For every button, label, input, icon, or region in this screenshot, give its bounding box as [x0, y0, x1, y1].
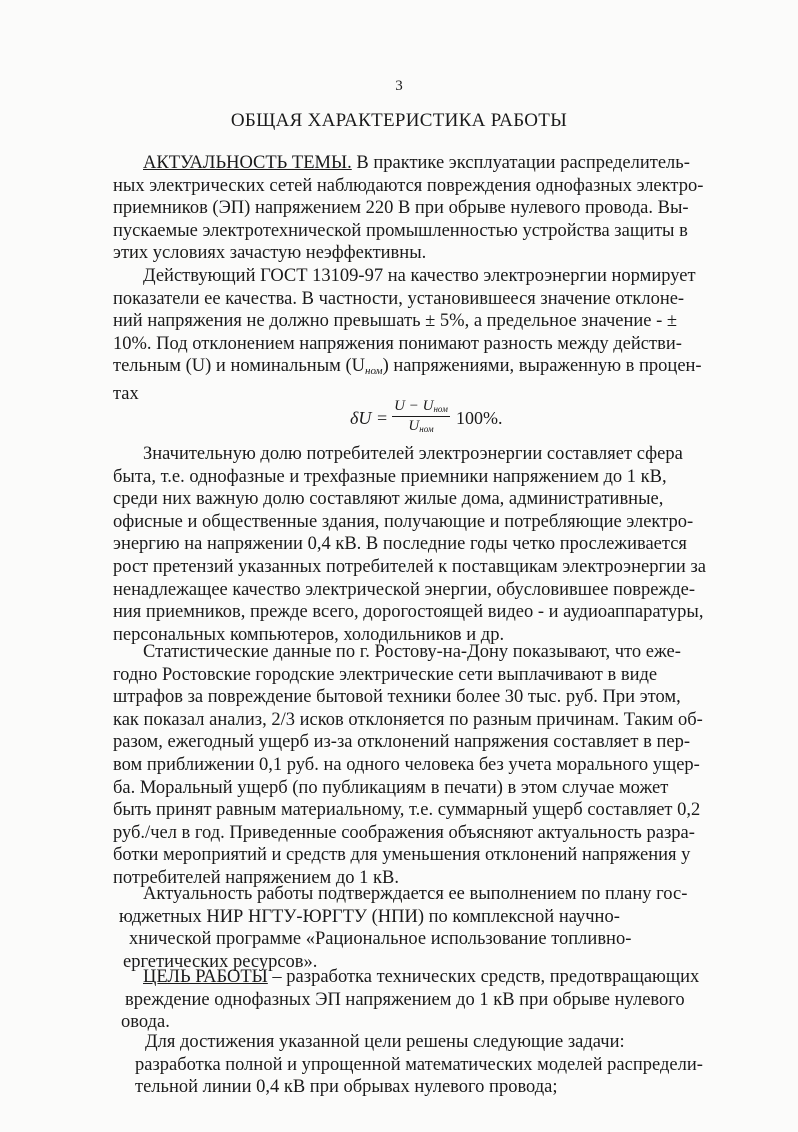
relevance-first-line [113, 152, 713, 175]
text-line: персональных компьютеров, холодильников и др. [113, 624, 505, 645]
text-line: рост претензий указанных потребителей к поставщикам электроэнергии за [113, 556, 706, 577]
text-line [113, 355, 713, 383]
text-line: Для достижения указанной цели решены следующие задачи: [145, 1032, 625, 1052]
text-line: Актуальность работы подтверждается ее выполнением по плану гос- [143, 884, 688, 904]
formula-den-main: U [408, 418, 420, 434]
text-line: вом приближении 0,1 руб. на одного человека без учета морального ущер- [113, 754, 700, 775]
gost-paragraph [113, 265, 713, 406]
goal-first-line [113, 966, 713, 989]
text-line: ных электрических сетей наблюдаются повреждения однофазных электро- [113, 175, 704, 196]
text-line: быта, т.е. однофазные и трехфазные приемники напряжением до 1 кВ, [113, 466, 667, 487]
text-line: офисные и общественные здания, получающие и потребляющие электро- [113, 511, 694, 532]
text-line: юджетных НИР НГТУ-ЮРГТУ (НПИ) по комплексной научно- [119, 906, 620, 927]
text-line: разом, ежегодный ущерб из-за отклонений напряжения составляет в пер- [113, 732, 690, 753]
relevance-paragraph [113, 152, 713, 265]
text-line: ний напряжения не должно превышать ± 5%, а предельное значение - ± [113, 311, 678, 332]
text-line: овода. [121, 1012, 170, 1033]
goal-heading: ЦЕЛЬ РАБОТЫ [143, 967, 268, 987]
relevance-heading: АКТУАЛЬНОСТЬ ТЕМЫ. [143, 153, 352, 173]
text-line: ба. Моральный ущерб (по публикациям в печати) в этом случае может [113, 777, 669, 798]
text-line: показатели ее качества. В частности, установившееся значение отклоне- [113, 288, 685, 309]
voltage-deviation-formula [350, 398, 550, 446]
formula-denominator [392, 417, 450, 435]
consumers-paragraph [113, 443, 713, 646]
text-fragment: тельным (U) и номинальным (U [113, 356, 365, 377]
text-line: тельной линии 0,4 кВ при обрывах нулевого провода; [135, 1077, 558, 1098]
text-line: энергию на напряжении 0,4 кВ. В последние годы четко прослеживается [113, 534, 687, 555]
text-line: вреждение однофазных ЭП напряжением до 1 кВ при обрыве нулевого [125, 989, 685, 1010]
formula-numerator [392, 398, 450, 417]
text-line: ния приемников, прежде всего, дорогостоящей видео - и аудиоаппаратуры, [113, 602, 704, 623]
text-line: Статистические данные по г. Ростову-на-Дону показывают, что еже- [143, 642, 681, 662]
formula-den-sub: ном [419, 424, 434, 434]
formula-lhs: δU = [350, 408, 389, 428]
formula-rhs: 100%. [456, 408, 503, 428]
text-line: потребителей напряжением до 1 кВ. [113, 867, 399, 888]
confirmation-paragraph [113, 883, 713, 973]
formula-num-sub: ном [433, 404, 448, 414]
tasks-paragraph [115, 1031, 715, 1099]
text-line: разработка полной и упрощенной математических моделей распредели- [135, 1054, 703, 1075]
relevance-line1-text: В практике эксплуатации распределитель- [351, 153, 690, 173]
text-line: быть принят равным материальному, т.е. суммарный ущерб составляет 0,2 [113, 800, 701, 821]
page-number: 3 [395, 78, 403, 94]
text-line: 10%. Под отклонением напряжения понимают разность между действи- [113, 333, 682, 354]
goal-line1-text: – разработка технических средств, предотвращающих [267, 967, 700, 987]
page-title: ОБЩАЯ ХАРАКТЕРИСТИКА РАБОТЫ [230, 110, 568, 131]
goal-paragraph [113, 966, 713, 1034]
statistics-paragraph [113, 641, 713, 890]
text-line: Действующий ГОСТ 13109-97 на качество электроэнергии нормирует [143, 266, 696, 286]
text-line: среди них важную долю составляют жилые дома, административные, [113, 489, 664, 510]
text-line: пускаемые электротехнической промышленностью устройства защиты в [113, 220, 688, 241]
text-line: как показал анализ, 2/3 исков отклоняется по разным причинам. Таким об- [113, 709, 703, 730]
subscript-nom: ном [365, 365, 383, 378]
formula-num-main: U − U [394, 398, 434, 414]
text-line: приемников (ЭП) напряжением 220 В при обрыве нулевого провода. Вы- [113, 198, 689, 219]
text-fragment: ) напряжениями, выраженную в процен- [382, 356, 702, 377]
text-line: ергетических ресурсов». [123, 951, 318, 972]
text-line: годно Ростовские городские электрические сети выплачивают в виде [113, 664, 658, 685]
text-line: штрафов за повреждение бытовой техники более 30 тыс. руб. При этом, [113, 687, 681, 708]
text-line: ботки мероприятий и средств для уменьшения отклонений напряжения у [113, 845, 691, 866]
text-line: тах [113, 383, 139, 404]
text-line: хнической программе «Рациональное использование топливно- [129, 929, 632, 950]
formula-fraction [392, 398, 450, 435]
text-line: этих условиях зачастую неэффективны. [113, 243, 427, 264]
text-line: ненадлежащее качество электрической энергии, обусловившее поврежде- [113, 579, 695, 600]
text-line: руб./чел в год. Приведенные соображения объясняют актуальность разра- [113, 822, 695, 843]
text-line: Значительную долю потребителей электроэнергии составляет сфера [143, 444, 683, 464]
